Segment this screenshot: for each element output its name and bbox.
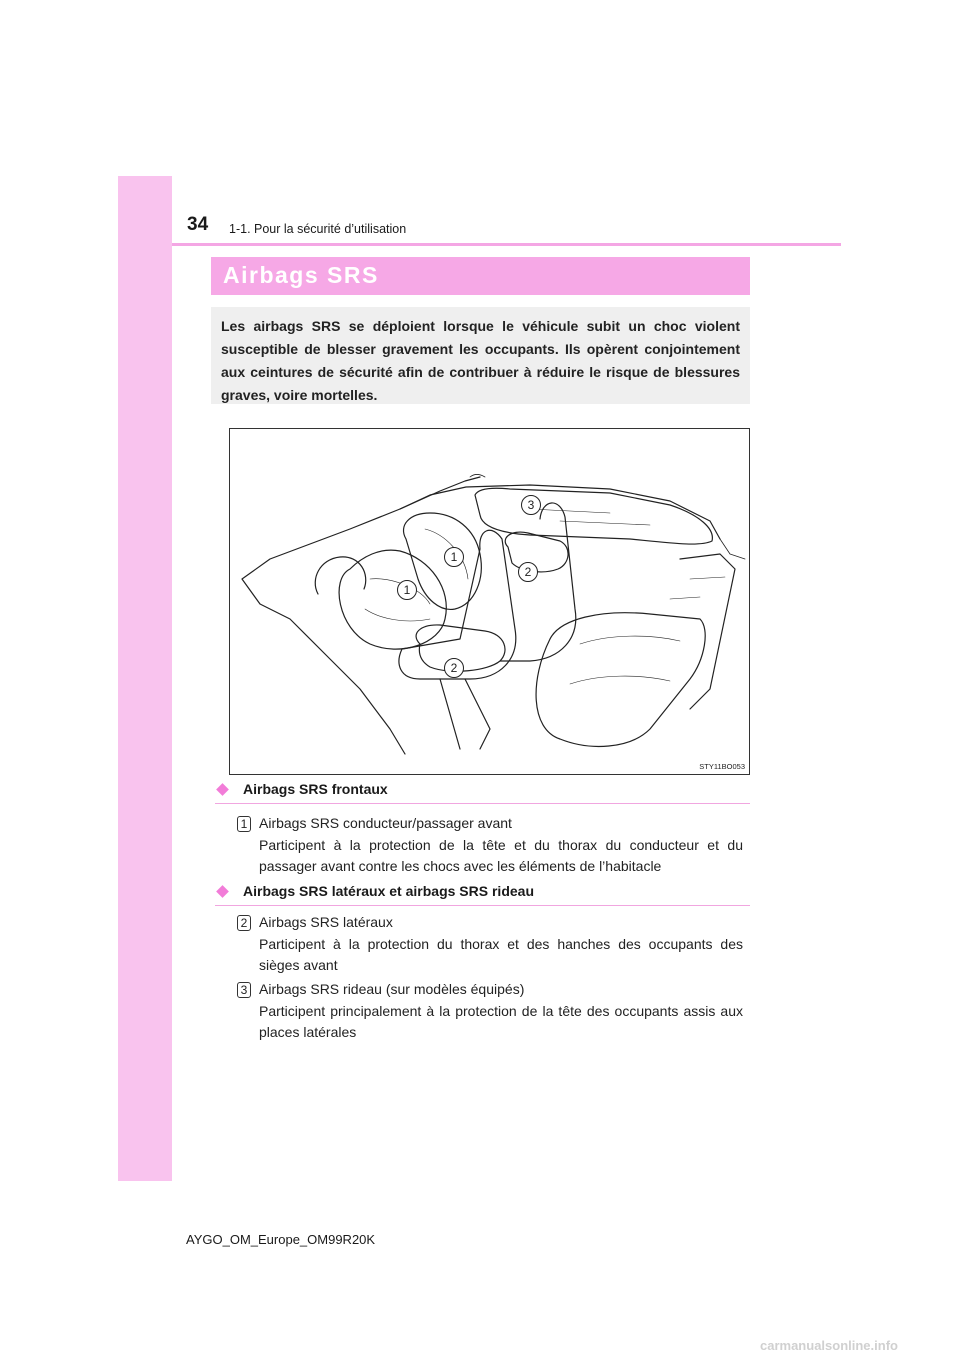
item-description: Participent à la protection de la tête et du thorax du conducteur et du passager avant contre les chocs avec les éléments de l’habitacle (259, 837, 743, 874)
watermark: carmanualsonline.info (760, 1338, 898, 1353)
rear-pillar (680, 554, 735, 709)
callout-3 (522, 496, 541, 515)
center-console (440, 679, 490, 749)
svg-text:2: 2 (450, 661, 458, 675)
svg-text:2: 2 (524, 565, 532, 579)
item-title: Airbags SRS latéraux (259, 914, 393, 930)
subheading-text: Airbags SRS latéraux et airbags SRS rideau (243, 883, 534, 899)
item-number-badge: 2 (237, 915, 251, 931)
passenger-side-airbag (505, 532, 568, 572)
item-number-badge: 3 (237, 982, 251, 998)
page-number: 34 (187, 214, 209, 235)
rear-seat (536, 613, 705, 747)
curtain-airbag (475, 488, 712, 544)
section-title: 1-1. Pour la sécurité d’utilisation (229, 222, 407, 236)
diamond-bullet-icon (216, 885, 229, 898)
intro-box (211, 307, 750, 404)
windshield-frame (400, 485, 720, 539)
callout-1-lower (398, 581, 417, 600)
item-description: Participent principalement à la protection de la tête des occupants assis aux places latérales (259, 1003, 743, 1040)
item-title: Airbags SRS rideau (sur modèles équipés) (259, 981, 525, 997)
car-interior-drawing (230, 429, 749, 774)
intro-text: Les airbags SRS se déploient lorsque le véhicule subit un choc violent susceptible de blesser gravement les occupants. Ils opèrent conjointement aux ceintures de sécurité afin de contribuer à réduire le risque de blessures graves, voire mortelles. (221, 318, 740, 403)
header-rule (172, 243, 841, 246)
item-description: Participent à la protection du thorax et des hanches des occupants des sièges avant (259, 936, 743, 973)
svg-text:3: 3 (527, 498, 535, 512)
subheading-frontal-airbags (215, 781, 750, 804)
callout-1-upper (445, 548, 464, 567)
svg-text:1: 1 (450, 550, 458, 564)
item-title: Airbags SRS conducteur/passager avant (259, 815, 512, 831)
airbag-illustration (229, 428, 750, 775)
figure-code: STY11BO053 (699, 762, 745, 771)
title-bar (211, 257, 750, 295)
subheading-text: Airbags SRS frontaux (243, 781, 388, 797)
side-tab-band (118, 176, 172, 1181)
svg-text:1: 1 (403, 583, 411, 597)
callout-2-upper (519, 563, 538, 582)
dashboard-outline (242, 477, 480, 754)
passenger-seat (500, 503, 576, 661)
diamond-bullet-icon (216, 783, 229, 796)
item-number-badge: 1 (237, 816, 251, 832)
callout-2-lower (445, 659, 464, 678)
footer-doc-code: AYGO_OM_Europe_OM99R20K (186, 1232, 376, 1247)
page-title: Airbags SRS (223, 262, 379, 288)
subheading-side-curtain-airbags (215, 883, 750, 906)
